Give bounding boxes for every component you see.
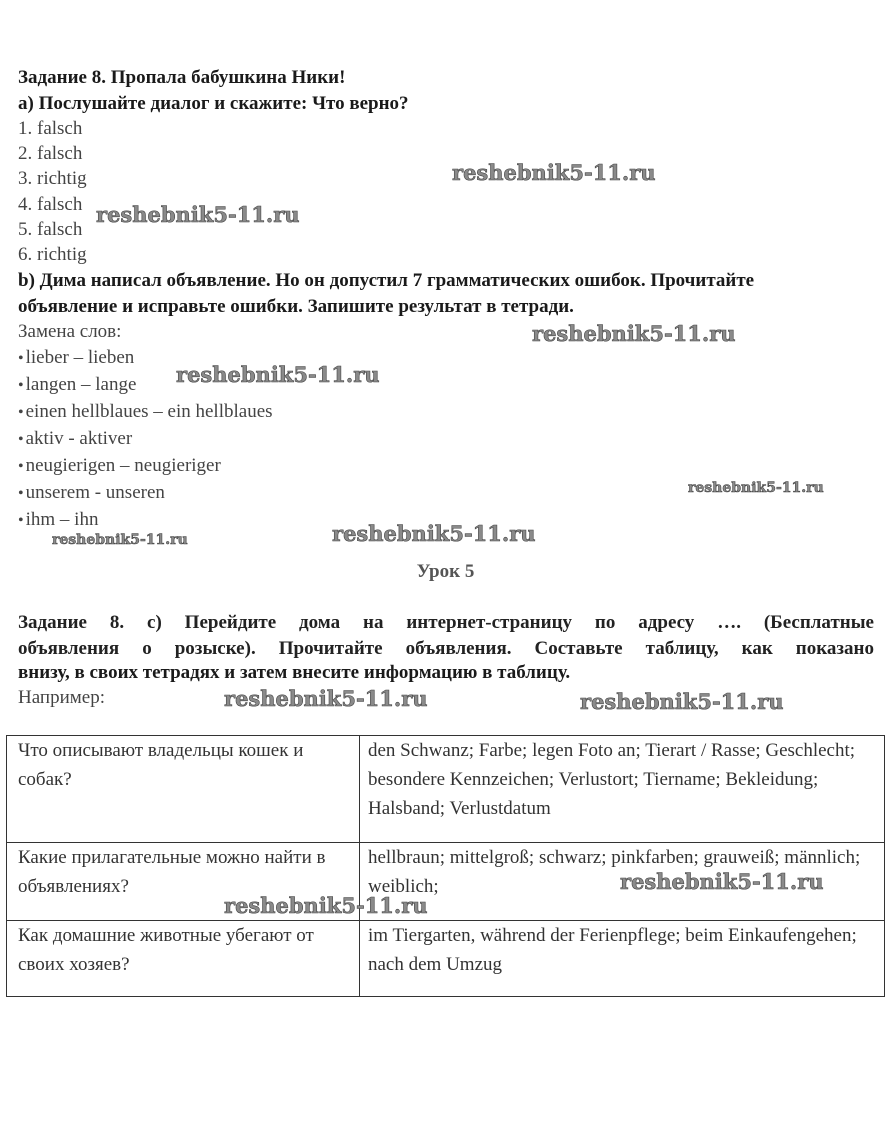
watermark: reshebnik5-11.ru — [532, 321, 736, 346]
correction-item: • langen – lange — [18, 373, 136, 398]
answer-item: 6. richtig — [18, 244, 87, 265]
watermark: reshebnik5-11.ru — [620, 869, 824, 894]
part-a-heading: а) Послушайте диалог и скажите: Что верно? — [18, 93, 409, 114]
answer-item: 1. falsch — [18, 118, 83, 139]
answer-item: 2. falsch — [18, 143, 83, 164]
watermark: reshebnik5-11.ru — [96, 202, 300, 227]
correction-item: • einen hellblaues – ein hellblaues — [18, 400, 273, 425]
answer-table — [6, 735, 885, 997]
correction-item: • ihm – ihn — [18, 508, 98, 533]
part-b-heading-1: b) Дима написал объявление. Но он допустил 7 грамматических ошибок. Прочитайте — [18, 270, 755, 291]
task8c-heading-1: Задание 8. с) Перейдите дома на интернет-страницу по адресу …. (Бесплатные — [18, 612, 874, 633]
watermark: reshebnik5-11.ru — [176, 362, 380, 387]
task8c-heading-2: объявления о розыске). Прочитайте объявления. Составьте таблицу, как показано — [18, 638, 874, 659]
watermark: reshebnik5-11.ru — [332, 521, 536, 546]
correction-item: • lieber – lieben — [18, 346, 134, 371]
answer-cell: den Schwanz; Farbe; legen Foto an; Tierart / Rasse; Geschlecht; besondere Kennzeichen; Verlustort; Tiername; Bekleidung; Halsband; Verlustdatum — [360, 736, 885, 843]
task8c-heading-3: внизу, в своих тетрадях и затем внесите информацию в таблицу. — [18, 662, 571, 683]
task-title: Задание 8. Пропала бабушкина Ники! — [18, 67, 346, 88]
answer-item: 3. richtig — [18, 168, 87, 189]
example-label: Например: — [18, 687, 105, 708]
replace-label: Замена слов: — [18, 321, 122, 342]
correction-item: • unserem - unseren — [18, 481, 165, 506]
answer-item: 5. falsch — [18, 219, 83, 240]
correction-item: • neugierigen – neugieriger — [18, 454, 221, 479]
watermark: reshebnik5-11.ru — [580, 689, 784, 714]
question-cell: Как домашние животные убегают от своих хозяев? — [7, 921, 360, 997]
watermark: reshebnik5-11.ru — [452, 160, 656, 185]
watermark: reshebnik5-11.ru — [224, 893, 428, 918]
answer-item: 4. falsch — [18, 194, 83, 215]
watermark: reshebnik5-11.ru — [688, 480, 824, 496]
question-cell: Какие прилагательные можно найти в объявлениях? — [7, 843, 360, 921]
watermark: reshebnik5-11.ru — [52, 532, 188, 548]
answer-cell: im Tiergarten, während der Ferienpflege; beim Einkaufengehen; nach dem Umzug — [360, 921, 885, 997]
question-cell: Что описывают владельцы кошек и собак? — [7, 736, 360, 843]
correction-item: • aktiv - aktiver — [18, 427, 132, 452]
answer-cell: hellbraun; mittelgroß; schwarz; pinkfarben; grauweiß; männlich; weiblich; — [360, 843, 885, 921]
part-b-heading-2: объявление и исправьте ошибки. Запишите результат в тетради. — [18, 296, 574, 317]
lesson-heading: Урок 5 — [416, 561, 475, 582]
table-row — [7, 921, 885, 997]
table-row — [7, 736, 885, 843]
watermark: reshebnik5-11.ru — [224, 686, 428, 711]
